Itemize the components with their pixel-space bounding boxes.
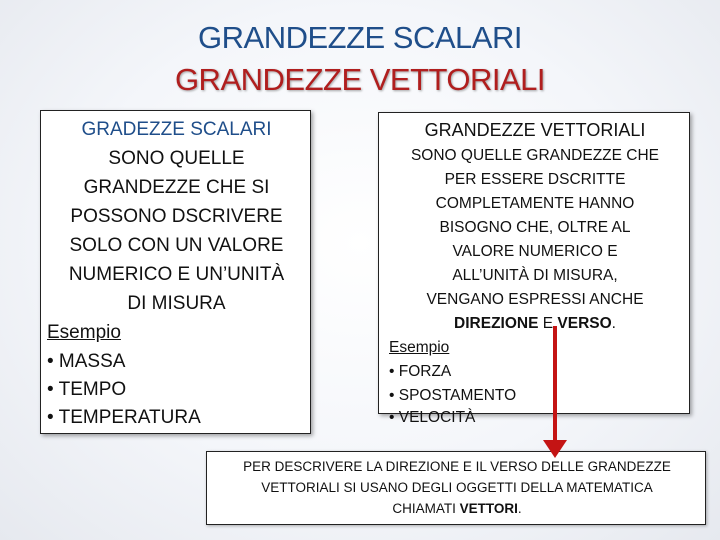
scalari-example-3: • TEMPERATURA [47, 407, 201, 428]
scalari-line-4: SOLO CON UN VALORE [69, 235, 284, 256]
vettoriali-example-3: • VELOCITÀ [389, 409, 476, 426]
title-vettoriali: GRANDEZZE VETTORIALI [174, 62, 546, 97]
vettoriali-heading: GRANDEZZE VETTORIALI [424, 120, 646, 140]
scalari-example-2: • TEMPO [47, 379, 127, 400]
scalari-example-label: Esempio [47, 322, 121, 343]
scalari-example-1: • MASSA [47, 351, 126, 372]
and-text: E [538, 315, 558, 332]
scalari-line-1: SONO QUELLE [108, 148, 245, 169]
vettori-text: VETTORI [459, 501, 518, 516]
scalari-line-2: GRANDEZZE CHE SI [83, 177, 270, 198]
vettoriali-example-label: Esempio [389, 339, 450, 356]
scalari-heading: GRADEZZE SCALARI [81, 119, 272, 140]
vettoriali-example-1: • FORZA [389, 363, 452, 380]
period-text: . [611, 315, 616, 332]
verso-text: VERSO [557, 315, 612, 332]
vettoriali-line-4: BISOGNO CHE, OLTRE AL [439, 219, 631, 236]
vettoriali-line-6: ALL’UNITÀ DI MISURA, [452, 267, 618, 284]
title-scalari: GRANDEZZE SCALARI [198, 20, 522, 55]
note-line-1: PER DESCRIVERE LA DIREZIONE E IL VERSO DELLE GRANDEZZE [243, 459, 671, 474]
vettoriali-example-2: • SPOSTAMENTO [389, 387, 517, 404]
scalari-line-5: NUMERICO E UN’UNITÀ [68, 264, 285, 285]
scalari-line-6: DI MISURA [127, 293, 226, 314]
note-prefix: CHIAMATI [392, 501, 460, 516]
scalari-line-3: POSSONO DSCRIVERE [70, 206, 283, 227]
direzione-text: DIREZIONE [454, 315, 539, 332]
vettoriali-line-5: VALORE NUMERICO E [452, 243, 618, 260]
vettoriali-line-7: VENGANO ESPRESSI ANCHE [426, 291, 644, 308]
note-period: . [517, 501, 522, 516]
note-line-2: VETTORIALI SI USANO DEGLI OGGETTI DELLA MATEMATICA [261, 480, 653, 495]
arrow-head [543, 440, 567, 458]
vettoriali-line-1: SONO QUELLE GRANDEZZE CHE [410, 147, 660, 164]
vettoriali-line-2: PER ESSERE DSCRITTE [444, 171, 626, 188]
vettoriali-line-3: COMPLETAMENTE HANNO [435, 195, 635, 212]
